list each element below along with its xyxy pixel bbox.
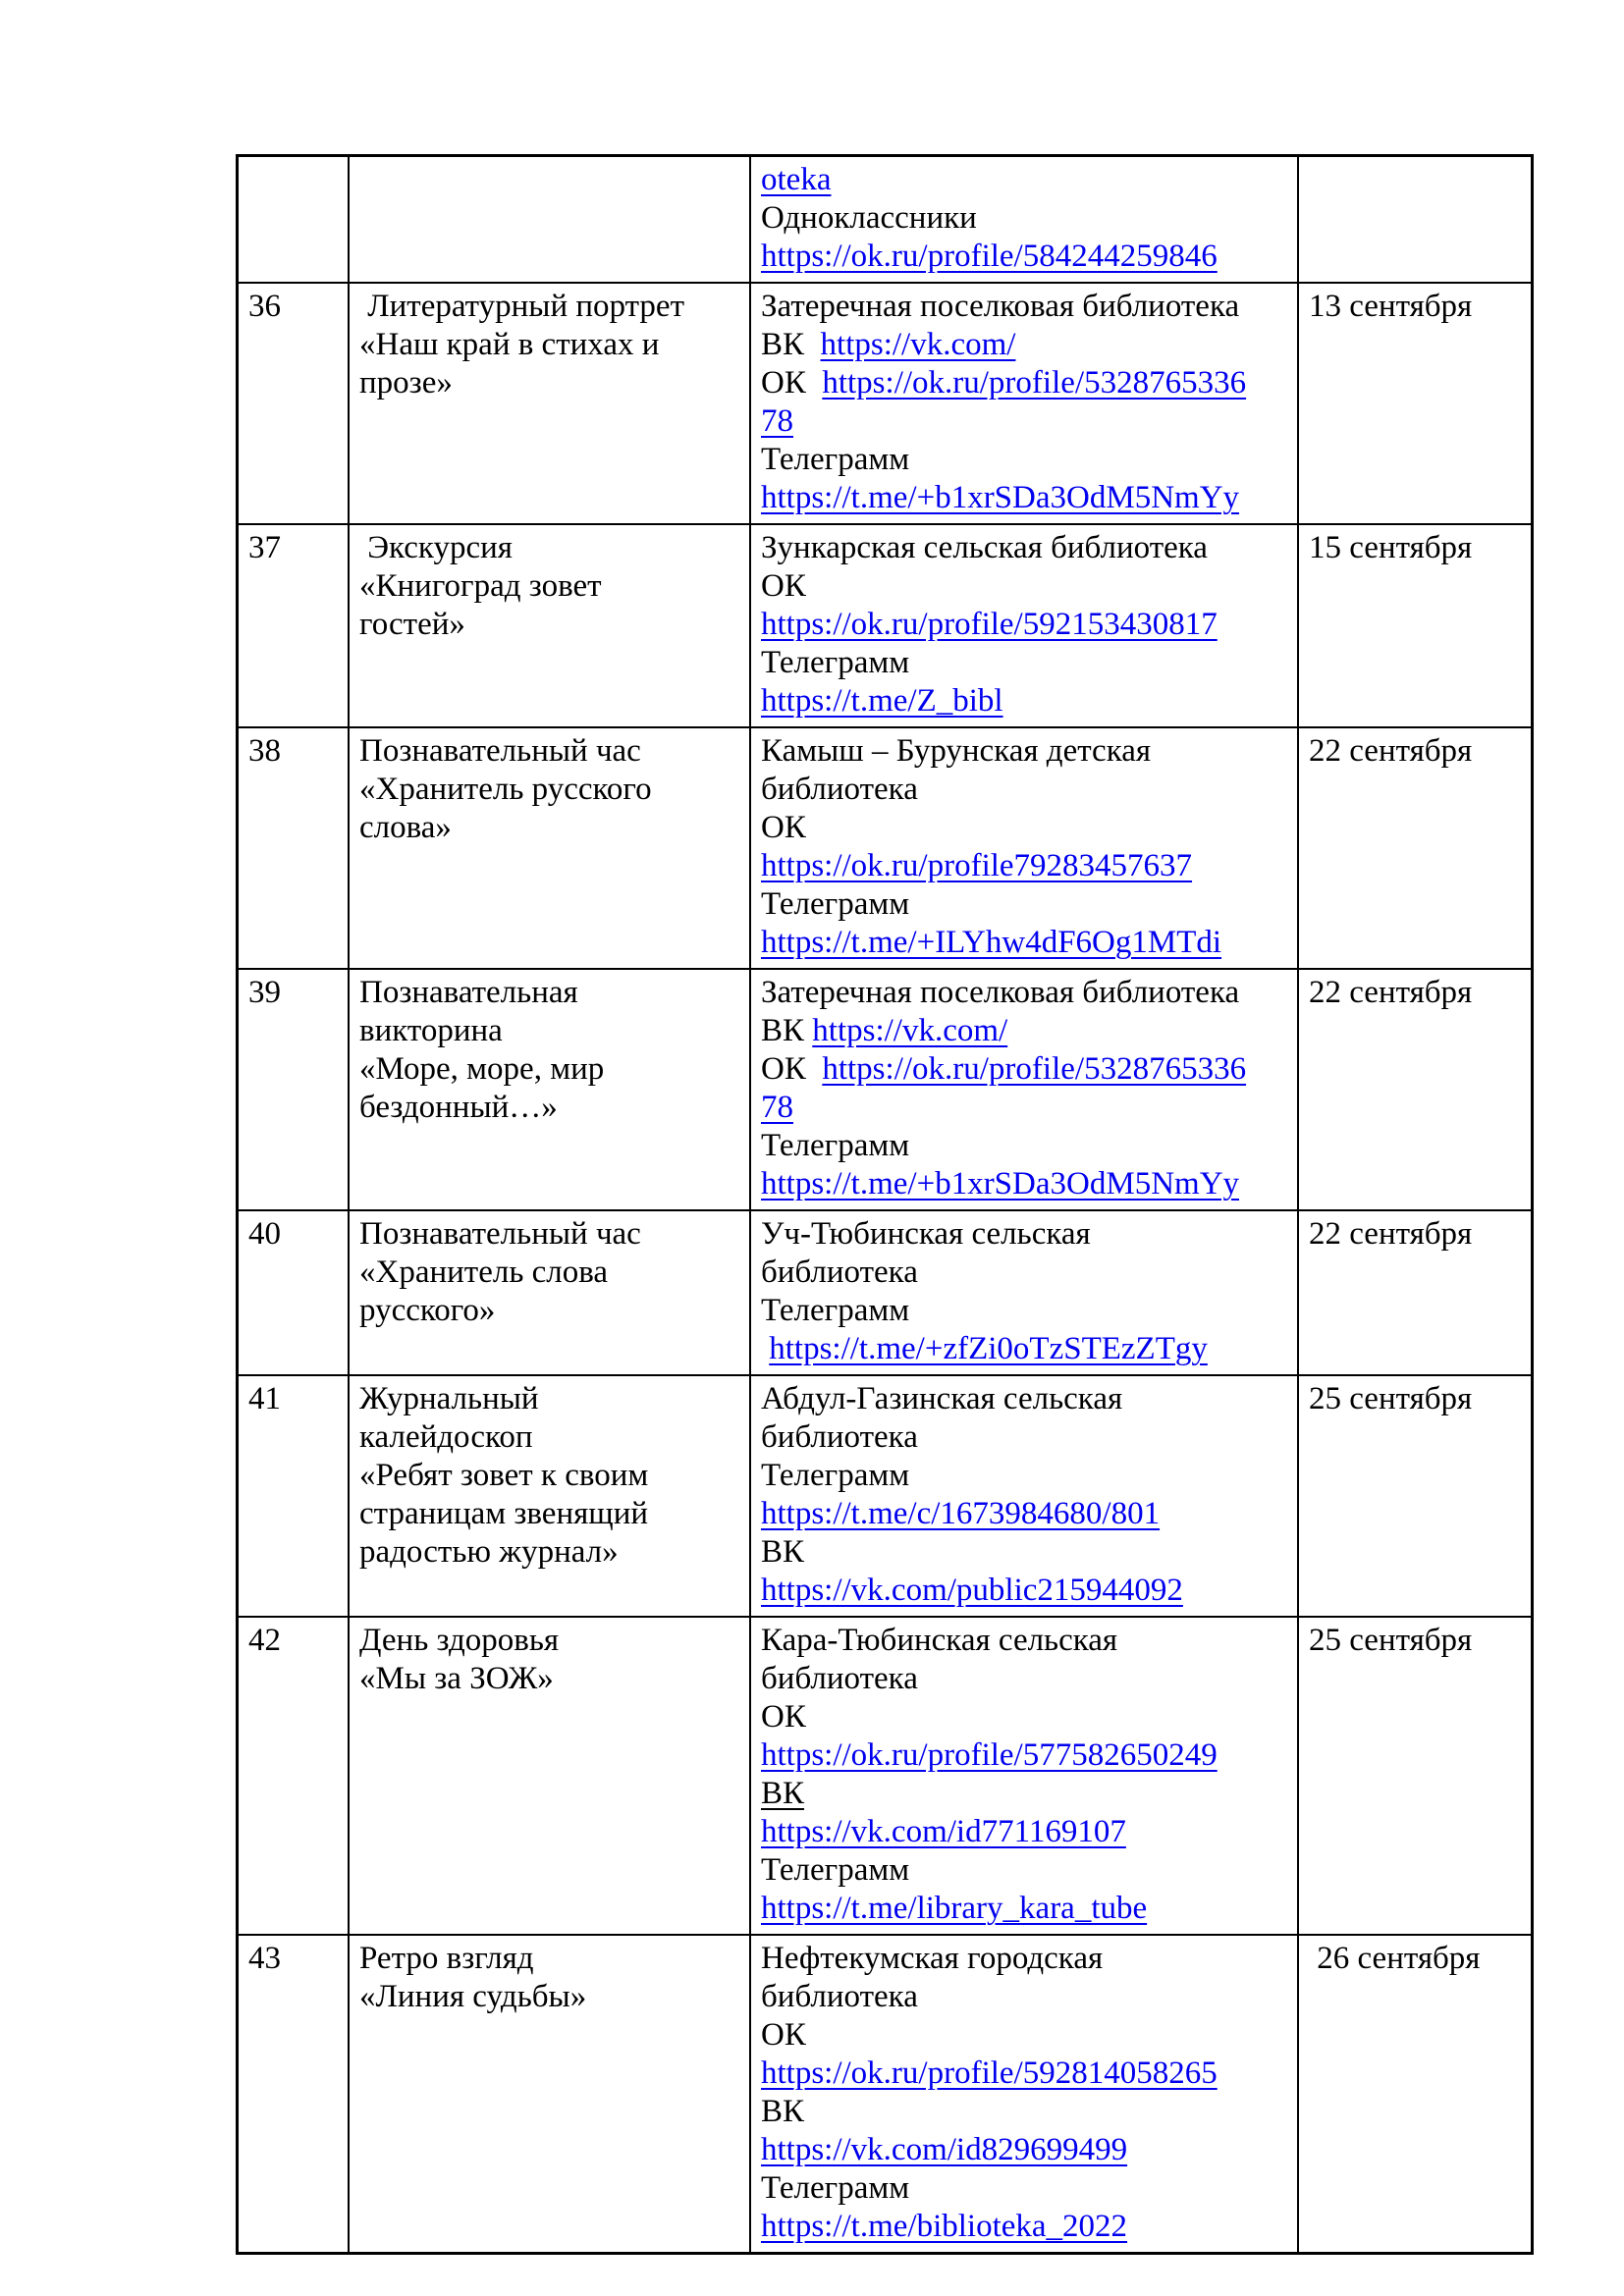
- library-link[interactable]: https://vk.com/: [812, 1013, 1008, 1048]
- row-number-cell: 38: [238, 727, 350, 969]
- row-number-cell: 36: [238, 283, 350, 524]
- event-line: русского»: [359, 1293, 496, 1328]
- library-link[interactable]: https://t.me/+b1xrSDa3OdM5NmYy: [761, 480, 1240, 515]
- library-line: ВК https://vk.com/: [761, 1013, 1008, 1048]
- date-cell: 22 сентября: [1298, 1210, 1533, 1375]
- library-line: Одноклассники: [761, 200, 977, 236]
- library-link[interactable]: https://ok.ru/profile/592814058265: [761, 2056, 1218, 2091]
- event-line: «Книгоград зовет: [359, 568, 602, 604]
- library-line: Телеграмм: [761, 886, 910, 922]
- table-row: [238, 1935, 1533, 2254]
- event-line: Экскурсия: [359, 530, 513, 565]
- event-line: «Хранитель слова: [359, 1255, 609, 1290]
- library-cell: [750, 1617, 1298, 1935]
- event-line: Ретро взгляд: [359, 1941, 534, 1976]
- table-row: [238, 1617, 1533, 1935]
- library-link[interactable]: https://ok.ru/profile/592153430817: [761, 607, 1218, 642]
- library-line: [761, 847, 1289, 885]
- library-line: Телеграмм: [761, 442, 910, 477]
- event-line: «Море, море, мир: [359, 1051, 605, 1087]
- library-line: библиотека: [761, 1255, 918, 1290]
- library-line: [761, 2055, 1289, 2093]
- event-line: «Ребят зовет к своим: [359, 1458, 649, 1493]
- library-cell: [750, 524, 1298, 727]
- library-line: Телеграмм: [761, 1852, 910, 1888]
- library-line: [761, 1495, 1289, 1533]
- date-cell: 26 сентября: [1298, 1935, 1533, 2254]
- event-cell: [349, 1375, 750, 1617]
- library-line: [761, 1813, 1289, 1851]
- library-link[interactable]: https://ok.ru/profile/5328765336: [822, 365, 1247, 400]
- library-line: ВК: [761, 2094, 805, 2129]
- library-line: библиотека: [761, 1661, 918, 1696]
- library-line: [761, 238, 1289, 276]
- event-line: прозе»: [359, 365, 453, 400]
- date-cell: 15 сентября: [1298, 524, 1533, 727]
- library-line: ОК https://ok.ru/profile/5328765336: [761, 1051, 1247, 1087]
- library-line: [761, 1165, 1289, 1203]
- event-line: страницам звенящий: [359, 1496, 649, 1531]
- library-link[interactable]: https://t.me/Z_bibl: [761, 683, 1003, 719]
- library-line: [761, 1089, 1289, 1127]
- library-line: [761, 682, 1289, 721]
- table-row: [238, 283, 1533, 524]
- event-line: Познавательная: [359, 975, 578, 1010]
- library-line: Зункарская сельская библиотека: [761, 530, 1208, 565]
- library-line: Затеречная поселковая библиотека: [761, 289, 1240, 324]
- library-link[interactable]: https://ok.ru/profile/5328765336: [822, 1051, 1247, 1087]
- library-link[interactable]: https://ok.ru/profile/577582650249: [761, 1737, 1218, 1773]
- library-line: [761, 1572, 1289, 1610]
- library-link[interactable]: https://t.me/+b1xrSDa3OdM5NmYy: [761, 1166, 1240, 1201]
- date-cell: 25 сентября: [1298, 1617, 1533, 1935]
- library-line: Нефтекумская городская: [761, 1941, 1104, 1976]
- table-row: [238, 524, 1533, 727]
- library-line: ОК: [761, 1699, 806, 1735]
- library-line: Абдул-Газинская сельская: [761, 1381, 1123, 1416]
- table-row: [238, 969, 1533, 1210]
- date-cell: [1298, 156, 1533, 284]
- library-line: библиотека: [761, 772, 918, 807]
- row-number-cell: 43: [238, 1935, 350, 2254]
- library-link[interactable]: https://vk.com/: [820, 327, 1016, 362]
- library-line: ОК https://ok.ru/profile/5328765336: [761, 365, 1247, 400]
- library-link[interactable]: https://t.me/biblioteka_2022: [761, 2209, 1128, 2244]
- library-line: ВК https://vk.com/: [761, 327, 1016, 362]
- library-cell: [750, 283, 1298, 524]
- event-line: «Хранитель русского: [359, 772, 652, 807]
- library-line: Телеграмм: [761, 1458, 910, 1493]
- event-cell: [349, 283, 750, 524]
- library-link[interactable]: https://vk.com/public215944092: [761, 1573, 1183, 1608]
- row-number-cell: 37: [238, 524, 350, 727]
- event-line: Литературный портрет: [359, 289, 684, 324]
- library-line: [761, 479, 1289, 517]
- library-line: [761, 924, 1289, 962]
- date-cell: 13 сентября: [1298, 283, 1533, 524]
- event-cell: [349, 524, 750, 727]
- library-line: [761, 2208, 1289, 2246]
- table-body: [238, 156, 1533, 2254]
- library-line: [761, 402, 1289, 441]
- library-line: библиотека: [761, 1419, 918, 1455]
- event-cell: [349, 1935, 750, 2254]
- library-line: ОК: [761, 810, 806, 845]
- library-cell: [750, 1210, 1298, 1375]
- library-link[interactable]: https://t.me/+ILYhw4dF6Og1MTdi: [761, 925, 1222, 960]
- library-line: [761, 1330, 1289, 1368]
- event-line: бездонный…»: [359, 1090, 558, 1125]
- library-line: Камыш – Бурунская детская: [761, 733, 1152, 769]
- event-cell: [349, 1617, 750, 1935]
- library-line: Кара-Тюбинская сельская: [761, 1623, 1118, 1658]
- event-line: калейдоскоп: [359, 1419, 533, 1455]
- library-line: [761, 606, 1289, 644]
- row-number-cell: 40: [238, 1210, 350, 1375]
- library-line: ОК: [761, 568, 806, 604]
- event-line: викторина: [359, 1013, 503, 1048]
- event-cell: [349, 727, 750, 969]
- library-link[interactable]: https://vk.com/id829699499: [761, 2132, 1128, 2167]
- event-cell: [349, 156, 750, 284]
- event-line: «Наш край в стихах и: [359, 327, 660, 362]
- library-line: библиотека: [761, 1979, 918, 2014]
- event-line: «Линия судьбы»: [359, 1979, 587, 2014]
- library-line: Телеграмм: [761, 2170, 910, 2206]
- library-cell: [750, 969, 1298, 1210]
- library-line: Телеграмм: [761, 1128, 910, 1163]
- library-line: [761, 1736, 1289, 1775]
- event-line: Познавательный час: [359, 1216, 641, 1252]
- date-cell: 25 сентября: [1298, 1375, 1533, 1617]
- event-line: гостей»: [359, 607, 465, 642]
- library-cell: [750, 727, 1298, 969]
- event-line: радостью журнал»: [359, 1534, 619, 1570]
- library-link[interactable]: https://t.me/library_kara_tube: [761, 1891, 1148, 1926]
- event-line: Журнальный: [359, 1381, 539, 1416]
- library-link[interactable]: https://ok.ru/profile79283457637: [761, 848, 1193, 883]
- library-line: [761, 2131, 1289, 2169]
- underlined-text: ВК: [761, 1776, 805, 1811]
- event-cell: [349, 969, 750, 1210]
- library-link[interactable]: 78: [761, 1090, 793, 1125]
- library-line: Телеграмм: [761, 645, 910, 680]
- library-link[interactable]: https://vk.com/id771169107: [761, 1814, 1126, 1849]
- event-line: Познавательный час: [359, 733, 641, 769]
- library-line: Затеречная поселковая библиотека: [761, 975, 1240, 1010]
- row-number-cell: 41: [238, 1375, 350, 1617]
- event-line: слова»: [359, 810, 452, 845]
- library-link[interactable]: oteka: [761, 162, 832, 197]
- library-cell: [750, 1935, 1298, 2254]
- row-number-cell: 39: [238, 969, 350, 1210]
- table-row: [238, 156, 1533, 284]
- event-line: «Мы за ЗОЖ»: [359, 1661, 554, 1696]
- library-line: Телеграмм: [761, 1293, 910, 1328]
- table-row: [238, 727, 1533, 969]
- library-line: [761, 1890, 1289, 1928]
- library-line: [761, 161, 1289, 199]
- event-line: День здоровья: [359, 1623, 560, 1658]
- library-cell: [750, 1375, 1298, 1617]
- date-cell: 22 сентября: [1298, 969, 1533, 1210]
- table-row: [238, 1210, 1533, 1375]
- event-cell: [349, 1210, 750, 1375]
- library-line: ВК: [761, 1534, 805, 1570]
- library-line: [761, 1775, 1289, 1813]
- library-line: Уч-Тюбинская сельская: [761, 1216, 1091, 1252]
- date-cell: 22 сентября: [1298, 727, 1533, 969]
- library-cell: [750, 156, 1298, 284]
- library-link[interactable]: https://ok.ru/profile/584244259846: [761, 239, 1218, 274]
- row-number-cell: 42: [238, 1617, 350, 1935]
- schedule-table: [236, 154, 1534, 2255]
- library-link[interactable]: 78: [761, 403, 793, 439]
- row-number-cell: [238, 156, 350, 284]
- library-link[interactable]: https://t.me/+zfZi0oTzSTEzZTgy: [769, 1331, 1208, 1366]
- library-link[interactable]: https://t.me/c/1673984680/801: [761, 1496, 1161, 1531]
- library-line: ОК: [761, 2017, 806, 2053]
- table-row: [238, 1375, 1533, 1617]
